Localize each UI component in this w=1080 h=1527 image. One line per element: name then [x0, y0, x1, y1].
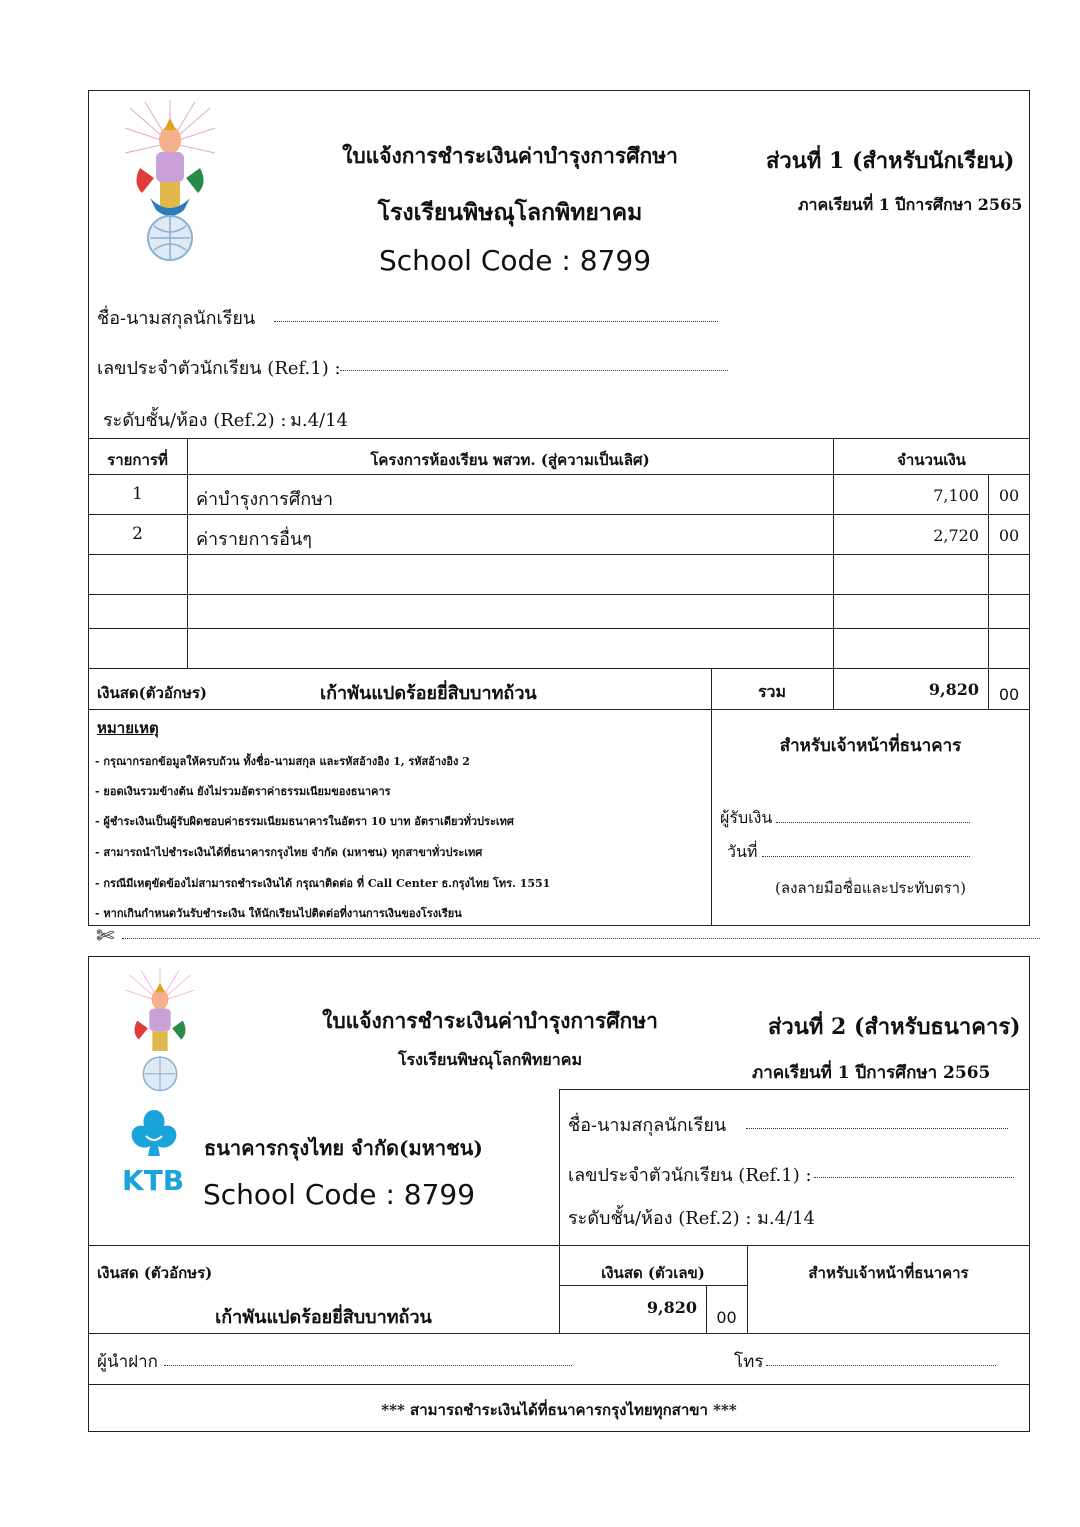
part1-school-code: School Code : 8799 — [378, 244, 652, 277]
sign-note: (ลงลายมือชื่อและประทับตรา) — [775, 879, 966, 897]
part2-name-field[interactable] — [746, 1128, 1008, 1129]
note-1: - กรุณากรอกข้อมูลให้ครบถ้วน ทั้งชื่อ-นามสกุล และรหัสอ้างอิง 1, รหัสอ้างอิง 2 — [95, 755, 470, 768]
table-header-no: รายการที่ — [107, 451, 168, 469]
part2-semester: ภาคเรียนที่ 1 ปีการศึกษา 2565 — [752, 1063, 991, 1083]
note-2: - ยอดเงินรวมข้างต้น ยังไม่รวมอัตราค่าธรรมเนียมของธนาคาร — [95, 785, 391, 798]
note-3: - ผู้ชำระเงินเป็นผู้รับผิดชอบค่าธรรมเนียมธนาคารในอัตรา 10 บาท อัตราเดียวทั่วประเทศ — [95, 815, 514, 828]
receiver-field[interactable] — [776, 822, 970, 823]
part1-semester: ภาคเรียนที่ 1 ปีการศึกษา 2565 — [798, 195, 1023, 214]
part1-part-label: ส่วนที่ 1 (สำหรับนักเรียน) — [766, 148, 1015, 174]
part1-bank-staff-title: สำหรับเจ้าหน้าที่ธนาคาร — [779, 736, 962, 756]
table-row-2-baht: 2,720 — [933, 526, 979, 545]
part2-ref1-field[interactable] — [814, 1177, 1014, 1178]
cash-text-value: เก้าพันแปดร้อยยี่สิบบาทถ้วน — [320, 683, 537, 704]
depositor-field[interactable] — [164, 1365, 572, 1366]
cash-text-label: เงินสด(ตัวอักษร) — [97, 684, 207, 702]
part2-ref2-label: ระดับชั้น/ห้อง (Ref.2) : — [568, 1208, 752, 1229]
part2-bank-staff-title: สำหรับเจ้าหน้าที่ธนาคาร — [808, 1264, 969, 1282]
part2-part-label: ส่วนที่ 2 (สำหรับธนาคาร) — [768, 1014, 1021, 1040]
part2-title: ใบแจ้งการชำระเงินค่าบำรุงการศึกษา — [322, 1008, 658, 1033]
table-header-amount: จำนวนเงิน — [897, 451, 966, 469]
cut-line — [122, 938, 1040, 939]
part1-name-label: ชื่อ-นามสกุลนักเรียน — [97, 308, 256, 329]
part2-cash-text-value: เก้าพันแปดร้อยยี่สิบบาทถ้วน — [215, 1307, 432, 1328]
part1-school-name: โรงเรียนพิษณุโลกพิทยาคม — [377, 199, 643, 226]
table-row-1-baht: 7,100 — [933, 486, 979, 505]
bank-name: ธนาคารกรุงไทย จำกัด(มหาชน) — [204, 1136, 483, 1160]
notes-title: หมายเหตุ — [97, 719, 159, 737]
phone-field[interactable] — [766, 1365, 996, 1366]
part1-ref1-label: เลขประจำตัวนักเรียน (Ref.1) : — [97, 358, 341, 379]
date-field[interactable] — [762, 856, 970, 857]
school-emblem-icon — [122, 966, 198, 1098]
ktb-bird-icon — [126, 1106, 182, 1162]
part2-school-name: โรงเรียนพิษณุโลกพิทยาคม — [397, 1050, 583, 1069]
scissors-icon: ✄ — [96, 924, 115, 949]
table-row-2-desc: ค่ารายการอื่นๆ — [196, 529, 312, 550]
ktb-logo-text: KTB — [122, 1164, 185, 1197]
date-label: วันที่ — [727, 842, 758, 861]
part1-ref2-label: ระดับชั้น/ห้อง (Ref.2) : — [103, 410, 287, 431]
school-emblem-icon — [120, 98, 220, 268]
table-row-1-desc: ค่าบำรุงการศึกษา — [196, 489, 334, 510]
part2-cash-text-label: เงินสด (ตัวอักษร) — [97, 1264, 213, 1282]
part2-school-code: School Code : 8799 — [203, 1178, 476, 1211]
table-row-2-satang: 00 — [998, 526, 1020, 545]
total-satang: 00 — [998, 685, 1020, 704]
note-5: - กรณีมีเหตุขัดข้องไม่สามารถชำระเงินได้ กรุณาติดต่อ ที่ Call Center ธ.กรุงไทย โทร. 1551 — [95, 877, 551, 890]
table-row-1-satang: 00 — [998, 486, 1020, 505]
table-row-2-no: 2 — [132, 524, 143, 544]
note-6: - หากเกินกำหนดวันรับชำระเงิน ให้นักเรียนไปติดต่อที่งานการเงินของโรงเรียน — [95, 907, 462, 920]
part1-name-field[interactable] — [274, 321, 718, 322]
part1-title: ใบแจ้งการชำระเงินค่าบำรุงการศึกษา — [342, 143, 678, 168]
note-4: - สามารถนำไปชำระเงินได้ที่ธนาคารกรุงไทย จำกัด (มหาชน) ทุกสาขาทั่วประเทศ — [95, 846, 483, 859]
part2-name-label: ชื่อ-นามสกุลนักเรียน — [568, 1115, 727, 1136]
total-baht: 9,820 — [928, 680, 979, 699]
part1-ref2-value: ม.4/14 — [290, 410, 349, 431]
part2-ref2-value: ม.4/14 — [757, 1208, 816, 1229]
part2-cash-baht: 9,820 — [646, 1298, 697, 1317]
part1-ref1-field[interactable] — [340, 370, 728, 371]
part2-cash-num-label: เงินสด (ตัวเลข) — [601, 1264, 705, 1282]
phone-label: โทร — [734, 1352, 764, 1372]
table-header-desc: โครงการห้องเรียน พสวท. (สู่ความเป็นเลิศ) — [370, 451, 650, 469]
table-row-1-no: 1 — [132, 484, 143, 504]
part2-footer: *** สามารถชำระเงินได้ที่ธนาคารกรุงไทยทุกสาขา *** — [381, 1401, 737, 1419]
depositor-label: ผู้นำฝาก — [97, 1352, 158, 1372]
total-label: รวม — [757, 682, 787, 701]
receiver-label: ผู้รับเงิน — [720, 808, 773, 827]
part2-cash-satang: 00 — [716, 1308, 737, 1327]
part2-ref1-label: เลขประจำตัวนักเรียน (Ref.1) : — [568, 1165, 812, 1186]
